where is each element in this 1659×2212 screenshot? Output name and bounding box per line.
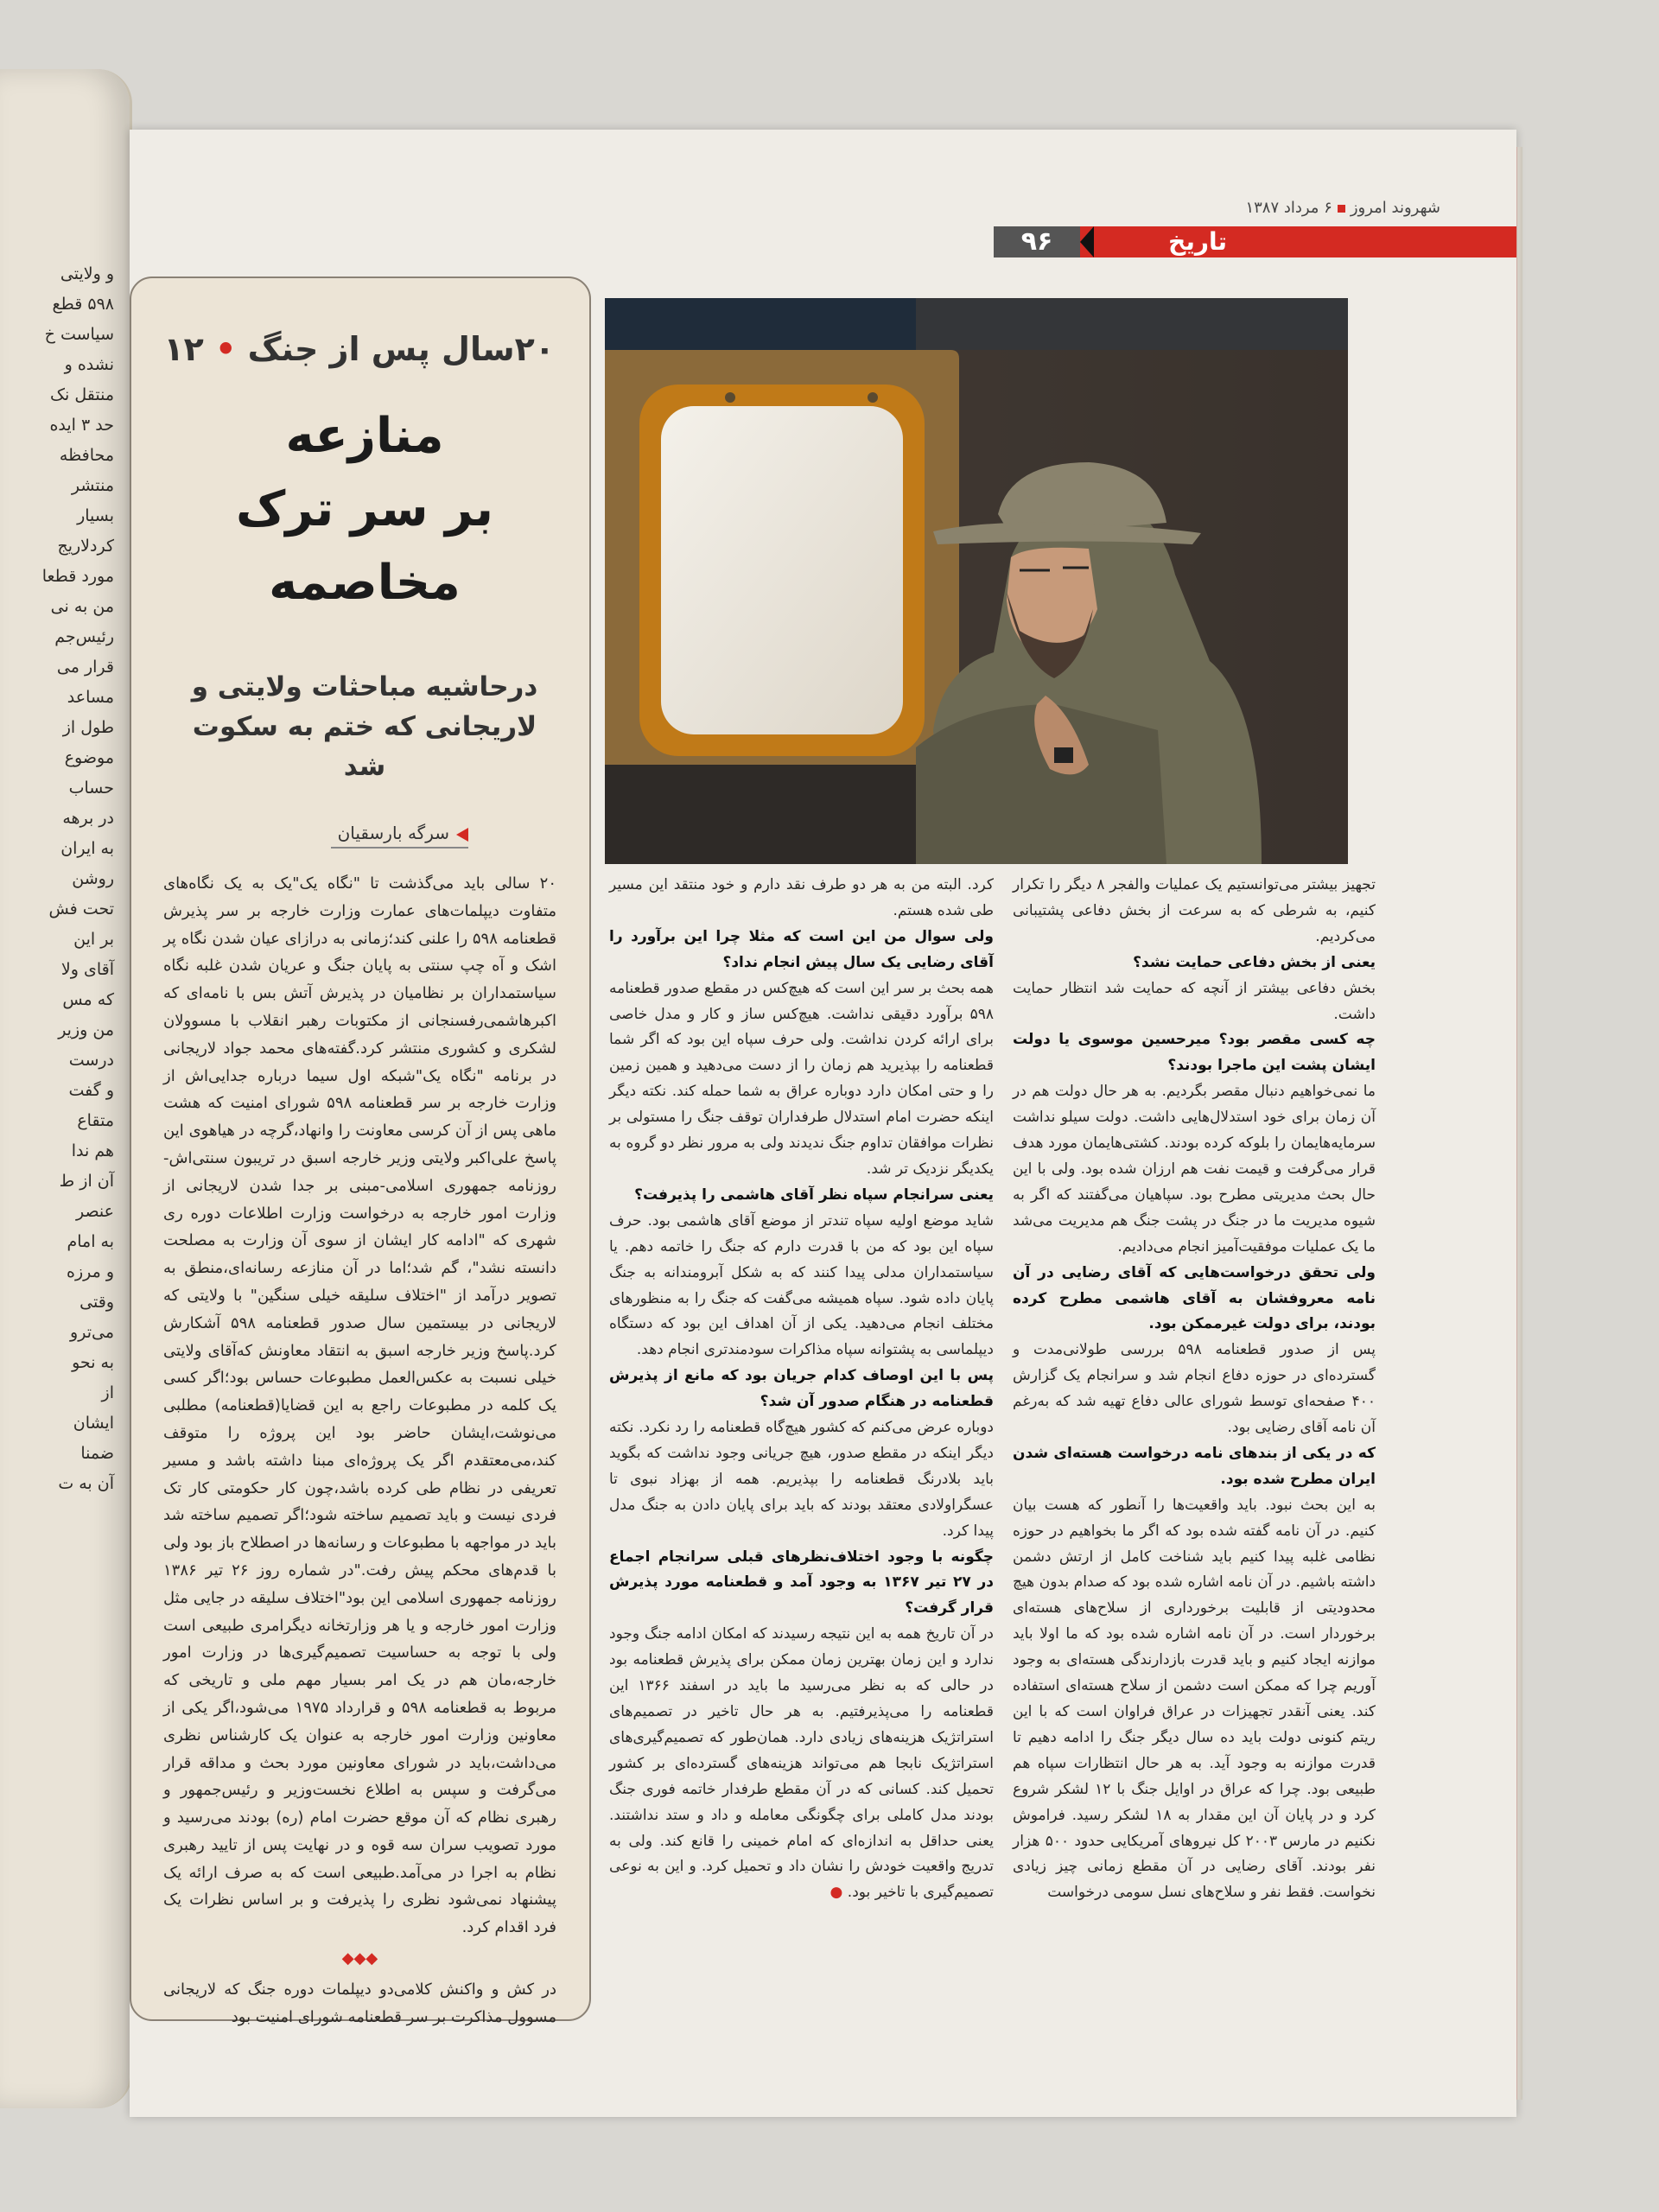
left-page-line: می‌ترو (70, 1323, 114, 1342)
magazine-page (130, 130, 1516, 2117)
left-page-line: وقتی (79, 1293, 114, 1312)
interview-question: یعنی سرانجام سپاه نظر آقای هاشمی را پذیرفت؟ (634, 1185, 994, 1204)
left-page-line: آن از ط (59, 1172, 114, 1191)
left-page-line: ایشان (73, 1414, 114, 1433)
section-title: تاریخ (1168, 227, 1227, 256)
left-page-line: درست (68, 1051, 114, 1070)
left-page-line: هم ندا (71, 1141, 114, 1160)
paragraph: همه بحث بر سر این است که هیچ‌کس در مقطع صدور قطعنامه ۵۹۸ برآورد دقیقی نداشت. هیچ‌کس ساز و کار و مدل خاصی برای ارائه کردن نداشت. ولی حرف سپاه این بود که اگر شما قطعنامه را بپذیرید هم زمان را از دست می‌دهید و همین زمین را و حتی امکان دارد دوباره عراق به شما حمله کند. نکته دیگر اینکه حضرت امام استدلال طرفداران توقف جنگ را مستولی بر نظرات موافقان تداوم جنگ ندیدند ولی به مرور نظر دو گروه به یکدیگر نزدیک تر شد. (609, 979, 994, 1178)
paragraph: شاید موضع اولیه سپاه تندتر از موضع آقای هاشمی بود. حرف سپاه این بود که من با قدرت دارم که جنگ را خاتمه دهم. یا سیاستمداران مدلی پیدا کنند که به شکل آبرومندانه به جنگ پایان داده شود. سپاه همیشه می‌گفت که جنگ را به منظورهای مختلف انجام می‌دهید. یکی از آن اهداف این بود که دستگاه دیپلماسی به پشتوانه سپاه مذاکرات سودمندتری انجام دهد. (609, 1211, 994, 1359)
intro-paragraph-1: ۲۰ سالی باید می‌گذشت تا "نگاه یک"یک به یک نگاه‌های متفاوت دیپلمات‌های عمارت وزارت خارجه بر سر پذیرش قطعنامه ۵۹۸ را علنی کند؛زمانی به درازای عیان شدن نگاه پر اشک و آه چپ سنتی به پایان جنگ و عریان شدن غلبه نگاه سیاستمداران بر نظامیان در پذیرش آتش بس با نامه‌ای که اکبرهاشمی‌رفسنجانی از مکتوبات رهبر انقلاب با مسوولان لشکری و کشوری منتشر کرد.گفته‌های محمد جواد لاریجانی در برنامه "نگاه یک"شبکه اول سیما درباره جدایی‌اش از وزارت خارجه بر سر قطعنامه ۵۹۸ شورای امنیت که هشت ماهی پس از آن کرسی معاونت را وانهاد،گرچه در هیاهوی این پاسخ علی‌اکبر ولایتی وزیر خارجه اسبق در تریبون سنتی‌اش-روزنامه جمهوری اسلامی-مبنی بر جدا شدن لاریجانی از وزارت امور خارجه به درخواست وزارت اطلاعات دوره ری شهری که "ادامه کار ایشان از سوی آن وزارت به مصلحت دانسته نشد"، گم شد؛اما در آن منازعه رسانه‌ای،منطق به تصویر درآمد از "اختلاف سلیقه خیلی سنگین" با ولایتی که لاریجانی در بیستمین سال صدور قطعنامه ۵۹۸ آشکارش کرد.پاسخ وزیر خارجه اسبق به انتقاد معاونش که‌آقای ولایتی خیلی نسبت به عکس‌العمل مطبوعات حساس بود؛اگر کسی یک کلمه در مطبوعات راجع به این قضایا(قطعنامه) مطلبی می‌نوشت،ایشان حاضر بود این پروژه را متوقف کند،می‌معتقدم اگر یک پروژه‌ای مبنا داشته باشد و مسیر تعریفی در نظام طی کرده باشد،چون کار حکومتی کار تک فردی نیست و باید تصمیم ساخته شود؛اگر تصمیم ساخته شد باید در مواجهه با مطبوعات و رسانه‌ها در اصطلاح باز بود ولی با قدم‌های محکم پیش رفت."در شماره روز ۲۶ تیر ۱۳۸۶ روزنامه جمهوری اسلامی این بود"اختلاف سلیقه در جایی مثل وزارت امور خارجه و یا هر وزارتخانه دیگرامری طبیعی است ولی با توجه به حساسیت تصمیم‌گیری‌ها در وزارت امور خارجه،مان هم در یک امر بسیار مهم ملی و تاریخی که مربوط به قطعنامه ۵۹۸ و قرارداد ۱۹۷۵ می‌شود،اگر یکی از معاونین وزارت امور خارجه به عنوان یک کارشناس نظری می‌داشت،باید در شورای معاونین مورد بحث و مداقه قرار می‌گرفت و سپس به اطلاع نخست‌وزیر و رئیس‌جمهور و رهبری نظام که آن موقع حضرت امام (ره) بودند می‌رسید و مورد تصویب سران سه قوه و در نهایت پس از تایید رهبری نظام به اجرا در می‌آمد.طبیعی است که به صرف ارائه یک پیشنهاد نمی‌شود نظری را پذیرفت و بر اساس نظرات یک فرد اقدام کرد. (163, 874, 557, 1937)
left-page-line: و ولایتی (60, 264, 114, 283)
left-page-line: بسیار (77, 506, 114, 525)
paragraph: کرد. البته من به هر دو طرف نقد دارم و خود منتقد این مسیر طی شده هستم. (609, 876, 994, 919)
end-mark-icon: ● (830, 1884, 843, 1902)
subheadline-line-1: درحاشیه مباحثات ولایتی و (191, 671, 538, 702)
left-page-line: منتقل نک (50, 385, 114, 404)
author-byline (331, 823, 468, 849)
left-page-line: در برهه (62, 809, 114, 828)
left-page-line: عنصر (75, 1202, 114, 1221)
left-page-line: آن به ت (58, 1474, 114, 1493)
left-page-line: ۵۹۸ قطع (52, 295, 114, 314)
left-page-edge (0, 69, 132, 2108)
headline (157, 399, 572, 620)
author-name: سرگه بارسقیان (337, 823, 449, 843)
left-page-line: آقای ولا (60, 960, 114, 979)
left-page-line: من وزیر (58, 1020, 114, 1039)
left-page-line: حساب (68, 779, 114, 798)
paragraph: پس از صدور قطعنامه ۵۹۸ بررسی طولانی‌مدت و گسترده‌ای در حوزه دفاع انجام شد و سرانجام یک گزارش ۴۰۰ صفحه‌ای توسط شورای عالی دفاع تهیه شد که به‌رغم آن نامه آقای رضایی بود. (1013, 1341, 1376, 1437)
interview-question: پس با این اوصاف کدام جریان بود که مانع از پذیرش قطعنامه در هنگام صدور آن شد؟ (609, 1367, 994, 1411)
series-title (163, 330, 555, 368)
paragraph: دوباره عرض می‌کنم که کشور هیچ‌گاه قطعنامه را رد نکرد. نکته دیگر اینکه در مقطع صدور، هیچ جریانی وجود نداشت که بگوید باید بلادرنگ قطعنامه را بپذیریم. همه از بهزاد نبوی تا عسگراولادی معتقد بودند که باید برای پایان دادن به جنگ مدل پیدا کرد. (609, 1419, 994, 1540)
left-page-line: تحت فش (48, 899, 114, 918)
separator-ornament-icon: ◆◆◆ (341, 1949, 378, 1968)
left-page-line: مساعد (67, 688, 114, 707)
left-page-line: من به نی (50, 597, 114, 616)
headline-line-2: بر سر ترک مخاصمه (236, 481, 493, 611)
separator-square-icon (1338, 205, 1345, 213)
interview-question: یعنی از بخش دفاعی حمایت نشد؟ (1133, 953, 1376, 971)
interview-question: ولی سوال من این است که مثلا چرا این برآورد را آقای رضایی یک سال پیش انجام نداد؟ (609, 927, 994, 971)
paragraph: تجهیز بیشتر می‌توانستیم یک عملیات والفجر ۸ دیگر را تکرار کنیم، به شرطی که به سرعت از بخش دفاعی پشتیبانی می‌کردیم. (1013, 876, 1376, 945)
left-page-line: بر این (73, 930, 114, 949)
left-page-line: که مس (62, 990, 114, 1009)
interview-question: چگونه با وجود اختلاف‌نظرهای قبلی سرانجام اجماع در ۲۷ تیر ۱۳۶۷ به وجود آمد و قطعنامه مورد پذیرش قرار گرفت؟ (609, 1548, 994, 1618)
left-page-line: طول از (62, 718, 114, 737)
left-page-line: به امام (67, 1232, 114, 1251)
interview-question: که در یکی از بندهای نامه درخواست هسته‌ای شدن ایران مطرح شده بود. (1013, 1444, 1376, 1488)
left-page-line: سیاست خ (44, 325, 114, 344)
interview-question: چه کسی مقصر بود؟ میرحسین موسوی یا دولت ایشان پشت این ماجرا بودند؟ (1013, 1031, 1376, 1075)
subheadline (183, 667, 546, 786)
left-page-line: از (101, 1383, 114, 1402)
subheadline-line-2: لاریجانی که ختم به سکوت شد (192, 711, 537, 782)
arrow-left-icon (1080, 226, 1094, 257)
paragraph: به این بحث نبود. باید واقعیت‌ها را آنطور که هست بیان کنیم. در آن نامه گفته شده بود که اگر ما بخواهیم در حوزه نظامی غلبه پیدا کنیم باید شناخت کامل از ارتش دشمن داشته باشیم. در آن نامه اشاره شده بود که صدام بدون هیچ محدودیتی از قابلیت برخورداری از سلاح‌های هسته‌ای برخوردار است. در آن نامه اشاره شده بود که ما اولا باید موازنه ایجاد کنیم و باید قدرت بازدارندگی هسته‌ای به وجود آوریم چرا که ممکن است دشمن از سلاح هسته‌ای استفاده کند. یعنی آنقدر تجهیزات در عراق فراوان است که با این ریتم کنونی دولت باید ده سال دیگر جنگ را ادامه دهیم تا قدرت موازنه به وجود آید. به هر حال انتظارات سپاه هم طبیعی بود. چرا که عراق در اوایل جنگ با ۱۲ لشکر شروع کرد و در پایان آن این مقدار به ۱۸ لشکر رسید. فراموش نکنیم در مارس ۲۰۰۳ کل نیروهای آمریکایی حدود ۵۰۰ هزار نفر بودند. آقای رضایی در آن مقطع زمانی چیز زیادی نخواست. فقط نفر و سلاح‌های نسل سومی درخواست (1013, 1496, 1376, 1902)
intro-box (130, 276, 591, 2026)
triangle-marker-icon (456, 828, 468, 842)
paragraph: ما نمی‌خواهیم دنبال مقصر بگردیم. به هر حال دولت هم در آن زمان برای خود استدلال‌هایی داشت. دولت سیلو نداشت سرمایه‌هایمان را بلوکه کرده بودند. کشتی‌هایمان مورد هدف قرار می‌گرفت و قیمت نفت هم ارزان شده بود. ولی با این حال بحث مدیریتی مطرح بود. سپاهیان می‌گفتند که اگر به شیوه مدیریت ما در جنگ در پشت جنگ هم مدیریت می‌شد ما یک عملیات موفقیت‌آمیز انجام می‌دادیم. (1013, 1083, 1376, 1255)
interview-question: ولی تحقق درخواست‌هایی که آقای رضایی در آن نامه معروفشان به آقای هاشمی مطرح کرده بودند، برای دولت غیرممکن بود. (1013, 1263, 1376, 1333)
left-page-text-fragment (0, 69, 130, 1499)
article-column-middle (609, 873, 994, 1906)
section-header-bar (994, 226, 1516, 257)
left-page-line: روشن (72, 869, 114, 888)
article-column-right (1013, 873, 1376, 1906)
left-page-line: متقاع (77, 1111, 114, 1130)
left-page-line: قرار می (56, 658, 114, 677)
left-page-line: محافظه‌ (59, 446, 114, 465)
intro-body (163, 870, 556, 2031)
header-meta (1245, 199, 1440, 217)
left-page-line: کردلاریج (57, 537, 114, 556)
headline-line-1: منازعه (285, 408, 444, 464)
intro-paragraph-2: در کش و واکنش کلامی‌دو دیپلمات دوره جنگ که لاریجانی مسوول مذاکرت بر سر قطعنامه شورای امنیت بود (163, 1980, 556, 2026)
paragraph-text: در آن تاریخ همه به این نتیجه رسیدند که امکان ادامه جنگ وجود ندارد و این زمان بهترین زمان ممکن برای پذیرش قطعنامه بود در حالی که به نظر می‌رسید ما باید در اسفند ۱۳۶۶ این قطعنامه را می‌پذیرفتیم. به هر حال تاخیر در تصمیم‌های استراتژیک هزینه‌های زیادی دارد. همان‌طور که تصمیم‌گیری‌های استراتژیک نابجا هم می‌تواند هزینه‌های گسترده‌ای بر کشور تحمیل کند. کسانی که در آن مقطع طرفدار خاتمه فوری جنگ بودند مدل کاملی برای چگونگی معامله و داد و ستد نداشتند. یعنی حداقل به اندازه‌ای که امام خمینی را قانع کند. ولی به تدریج واقعیت خودش را نشان داد و تحمیل کرد. و این به نوعی تصمیم‌گیری با تاخیر بود. (609, 1625, 994, 1902)
left-page-line: حد ۳ ایده (49, 416, 114, 435)
left-page-line: به ایران (60, 839, 114, 858)
left-page-line: ضمنا (80, 1444, 114, 1463)
publication-name: شهروند امروز (1350, 199, 1440, 217)
page-number: ۹۶ (994, 226, 1080, 257)
left-page-line: به نحو (72, 1353, 114, 1372)
left-page-line: نشده و (64, 355, 114, 374)
paragraph-final (609, 1622, 994, 1906)
left-page-line: موضوع (64, 748, 114, 767)
bullet-dot-icon: • (203, 330, 248, 368)
left-page-line: مورد قطعا (41, 567, 114, 586)
left-page-line: منتشر (71, 476, 114, 495)
series-label: ۲۰سال پس از جنگ (247, 330, 555, 368)
left-page-line: و گفت (68, 1081, 114, 1100)
left-page-line: رئیس‌جم (54, 627, 114, 646)
left-page-line: و مرزه (66, 1262, 114, 1281)
article-photo (605, 298, 1348, 864)
paragraph: بخش دفاعی بیشتر از آنچه که حمایت شد انتظار حمایت داشت. (1013, 979, 1376, 1023)
issue-date: ۶ مرداد ۱۳۸۷ (1245, 199, 1332, 217)
series-number: ۱۲ (163, 330, 204, 368)
